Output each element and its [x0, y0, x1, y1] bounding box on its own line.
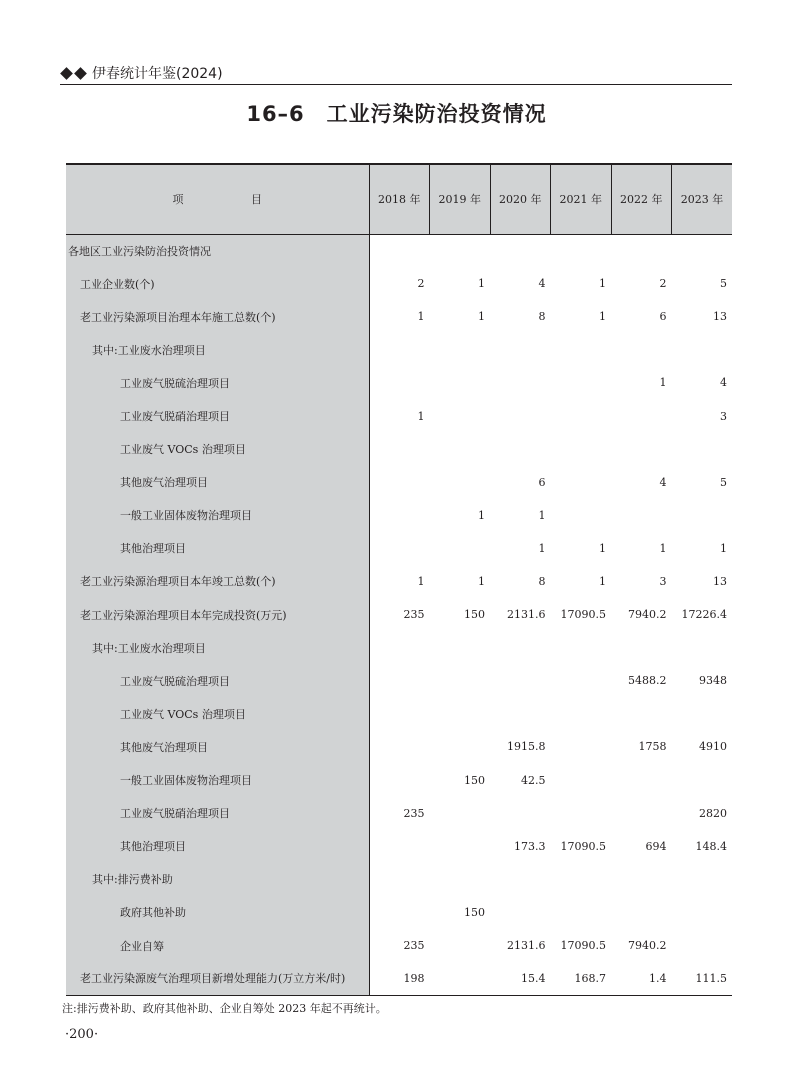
cell-value: 150: [464, 905, 485, 919]
row-label: 工业废气脱硝治理项目: [66, 797, 369, 830]
cell-value: 1: [417, 310, 425, 324]
cell-value: [611, 234, 672, 267]
cell-value: 8: [538, 310, 546, 324]
cell-value: [672, 863, 733, 896]
cell-value: [551, 433, 612, 466]
cell-value: [490, 896, 551, 929]
row-label: 工业废气脱硫治理项目: [66, 366, 369, 399]
row-label: 其他废气治理项目: [66, 466, 369, 499]
table-row: [66, 830, 732, 863]
cell-value: [551, 896, 612, 929]
year-column-header: 2023 年: [672, 164, 733, 234]
cell-value: 4: [538, 277, 546, 291]
cell-value: [430, 433, 491, 466]
cell-value: [369, 730, 430, 763]
cell-value: [551, 366, 612, 399]
cell-value: 3: [659, 574, 667, 588]
cell-value: 1: [599, 574, 606, 588]
page-number: ·200·: [65, 1027, 99, 1042]
cell-value: 168.7: [551, 962, 612, 995]
cell-value: 7940.2: [628, 608, 667, 622]
cell-value: [369, 532, 430, 565]
cell-value: 9348: [699, 674, 727, 688]
cell-value: [369, 764, 430, 797]
row-label: 工业废气 VOCs 治理项目: [66, 697, 369, 730]
row-label: 工业企业数(个): [66, 267, 369, 300]
row-label: 一般工业固体废物治理项目: [66, 764, 369, 797]
cell-value: 2820: [699, 806, 727, 820]
table-row: [66, 300, 732, 333]
cell-value: 1.4: [611, 962, 672, 995]
cell-value: 5: [720, 475, 727, 489]
cell-value: 235: [403, 806, 425, 820]
cell-value: 111.5: [672, 962, 733, 995]
cell-value: [490, 664, 551, 697]
table-row: [66, 896, 732, 929]
row-label: 一般工业固体废物治理项目: [66, 499, 369, 532]
row-label: 其中:工业废水治理项目: [66, 631, 369, 664]
cell-value: 4: [720, 376, 727, 390]
year-column-header: 2020 年: [490, 164, 551, 234]
cell-value: [551, 764, 612, 797]
cell-value: [490, 797, 551, 830]
cell-value: [430, 664, 491, 697]
cell-value: [611, 697, 672, 730]
cell-value: [430, 399, 491, 432]
cell-value: [551, 730, 612, 763]
cell-value: [430, 962, 491, 995]
cell-value: [369, 234, 430, 267]
cell-value: [672, 929, 733, 962]
cell-value: 15.4: [490, 962, 551, 995]
cell-value: [369, 896, 430, 929]
row-label: 工业废气脱硫治理项目: [66, 664, 369, 697]
year-column-header: 2021 年: [551, 164, 612, 234]
cell-value: [369, 333, 430, 366]
cell-value: [672, 764, 733, 797]
year-column-header: 2019 年: [430, 164, 491, 234]
diamond-bullets-icon: [60, 69, 87, 78]
cell-value: 173.3: [514, 839, 546, 853]
table-row: [66, 499, 732, 532]
cell-value: 694: [645, 839, 667, 853]
cell-value: 3: [720, 409, 727, 423]
row-label: 工业废气 VOCs 治理项目: [66, 433, 369, 466]
cell-value: 1: [720, 541, 727, 555]
cell-value: [672, 896, 733, 929]
row-label: 老工业污染源治理项目本年完成投资(万元): [66, 598, 369, 631]
cell-value: [430, 466, 491, 499]
cell-value: 4910: [699, 740, 727, 754]
cell-value: [672, 499, 733, 532]
cell-value: 1: [599, 277, 606, 291]
cell-value: 17090.5: [560, 608, 606, 622]
table-row: [66, 697, 732, 730]
table-number: 16–6: [246, 102, 305, 126]
cell-value: 1758: [638, 740, 667, 754]
cell-value: [672, 333, 733, 366]
cell-value: 1915.8: [507, 740, 546, 754]
cell-value: [430, 366, 491, 399]
cell-value: [490, 697, 551, 730]
cell-value: 235: [403, 939, 425, 953]
row-label: 政府其他补助: [66, 896, 369, 929]
row-label: 老工业污染源治理项目本年竣工总数(个): [66, 565, 369, 598]
footnote: 注:排污费补助、政府其他补助、企业自筹处 2023 年起不再统计。: [62, 1002, 387, 1015]
table-row: [66, 863, 732, 896]
row-label: 其他废气治理项目: [66, 730, 369, 763]
cell-value: [430, 631, 491, 664]
table-row: [66, 797, 732, 830]
cell-value: [611, 764, 672, 797]
cell-value: [369, 631, 430, 664]
cell-value: 13: [713, 574, 727, 588]
cell-value: 148.4: [695, 839, 727, 853]
cell-value: [551, 797, 612, 830]
cell-value: [672, 234, 733, 267]
cell-value: [430, 532, 491, 565]
cell-value: [551, 234, 612, 267]
cell-value: [430, 730, 491, 763]
cell-value: [430, 929, 491, 962]
year-column-header: 2022 年: [611, 164, 672, 234]
table-title: 工业污染防治投资情况: [326, 102, 547, 126]
data-table: [66, 163, 732, 996]
year-column-header: 2018 年: [369, 164, 430, 234]
item-column-header: 项 目: [66, 164, 369, 234]
cell-value: [611, 433, 672, 466]
cell-value: 1: [478, 574, 485, 588]
table-row: [66, 234, 732, 267]
row-label: 其中:工业废水治理项目: [66, 333, 369, 366]
cell-value: [611, 896, 672, 929]
cell-value: 198: [369, 962, 430, 995]
table-row: [66, 433, 732, 466]
cell-value: [611, 499, 672, 532]
table-row: [66, 730, 732, 763]
table-row: [66, 267, 732, 300]
cell-value: [490, 863, 551, 896]
table-row: [66, 929, 732, 962]
cell-value: [611, 399, 672, 432]
cell-value: [611, 631, 672, 664]
table-row: [66, 664, 732, 697]
cell-value: [430, 697, 491, 730]
cell-value: 17090.5: [560, 939, 606, 953]
table-row: [66, 598, 732, 631]
cell-value: 8: [538, 574, 546, 588]
cell-value: [369, 433, 430, 466]
cell-value: 235: [403, 608, 425, 622]
table-row: [66, 399, 732, 432]
table-row: [66, 366, 732, 399]
table-header-row: [66, 164, 732, 234]
cell-value: 17090.5: [560, 839, 606, 853]
cell-value: [490, 631, 551, 664]
cell-value: 1: [478, 310, 485, 324]
row-label: 老工业污染源项目治理本年施工总数(个): [66, 300, 369, 333]
cell-value: 1: [417, 409, 425, 423]
cell-value: [369, 366, 430, 399]
cell-value: 6: [538, 475, 546, 489]
cell-value: [430, 234, 491, 267]
row-label: 其中:排污费补助: [66, 863, 369, 896]
cell-value: 150: [464, 773, 485, 787]
cell-value: [551, 399, 612, 432]
cell-value: 1: [659, 541, 667, 555]
cell-value: [490, 366, 551, 399]
row-label: 其他治理项目: [66, 830, 369, 863]
cell-value: [672, 433, 733, 466]
cell-value: [430, 830, 491, 863]
cell-value: 1: [538, 508, 546, 522]
cell-value: 13: [713, 310, 727, 324]
cell-value: [430, 797, 491, 830]
cell-value: [430, 333, 491, 366]
row-label: 各地区工业污染防治投资情况: [66, 234, 369, 267]
cell-value: [369, 664, 430, 697]
cell-value: [369, 499, 430, 532]
cell-value: [490, 333, 551, 366]
cell-value: 17226.4: [681, 608, 727, 622]
cell-value: 1: [417, 574, 425, 588]
table-row: [66, 532, 732, 565]
cell-value: 1: [599, 541, 606, 555]
row-label: 其他治理项目: [66, 532, 369, 565]
cell-value: [430, 863, 491, 896]
cell-value: [369, 830, 430, 863]
book-title: 伊春统计年鉴(2024): [92, 66, 223, 82]
cell-value: [672, 697, 733, 730]
cell-value: 7940.2: [628, 939, 667, 953]
cell-value: 6: [659, 310, 667, 324]
cell-value: [551, 631, 612, 664]
cell-value: [551, 466, 612, 499]
cell-value: 2131.6: [507, 608, 546, 622]
running-head: [60, 62, 223, 84]
cell-value: [490, 399, 551, 432]
cell-value: 42.5: [521, 773, 546, 787]
cell-value: [611, 863, 672, 896]
cell-value: 2: [417, 277, 425, 291]
cell-value: [490, 234, 551, 267]
cell-value: [551, 697, 612, 730]
cell-value: 4: [659, 475, 667, 489]
header-rule: [60, 84, 732, 85]
cell-value: 5: [720, 277, 727, 291]
cell-value: [611, 797, 672, 830]
cell-value: [369, 697, 430, 730]
table-row: [66, 565, 732, 598]
cell-value: [611, 333, 672, 366]
cell-value: [551, 664, 612, 697]
cell-value: [551, 333, 612, 366]
cell-value: 1: [659, 376, 667, 390]
cell-value: [672, 631, 733, 664]
table-row: [66, 962, 732, 995]
table-row: [66, 333, 732, 366]
table-row: [66, 466, 732, 499]
table-row: [66, 764, 732, 797]
cell-value: 1: [538, 541, 546, 555]
row-label: 老工业污染源废气治理项目新增处理能力(万立方米/时): [66, 962, 369, 995]
cell-value: 5488.2: [628, 674, 667, 688]
cell-value: [369, 466, 430, 499]
cell-value: [490, 433, 551, 466]
cell-value: 2: [659, 277, 667, 291]
row-label: 企业自筹: [66, 929, 369, 962]
cell-value: 1: [599, 310, 606, 324]
cell-value: [369, 863, 430, 896]
cell-value: 2131.6: [507, 939, 546, 953]
cell-value: 1: [478, 277, 485, 291]
page-title: [0, 98, 793, 128]
cell-value: 150: [464, 608, 485, 622]
table-row: [66, 631, 732, 664]
row-label: 工业废气脱硝治理项目: [66, 399, 369, 432]
cell-value: [551, 863, 612, 896]
cell-value: 1: [478, 508, 485, 522]
cell-value: [551, 499, 612, 532]
